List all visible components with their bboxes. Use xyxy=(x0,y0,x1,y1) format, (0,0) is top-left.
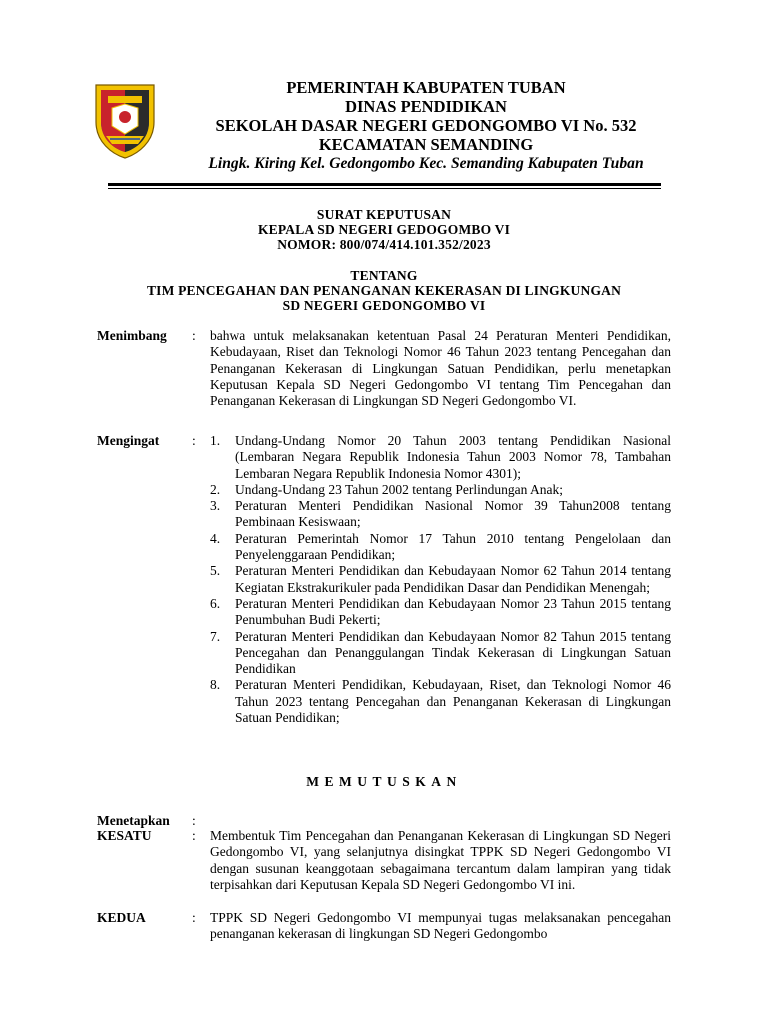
menimbang-colon: : xyxy=(192,328,196,343)
list-item-number: 8. xyxy=(210,677,221,693)
list-item xyxy=(210,433,671,482)
decree-issuer: KEPALA SD NEGERI GEDOGOMBO VI xyxy=(257,222,511,237)
list-item-text: Peraturan Pemerintah Nomor 17 Tahun 2010 tentang Pengelolaan dan Penyelenggaraan Pendidikan; xyxy=(235,530,671,563)
decree-title: SURAT KEPUTUSAN xyxy=(316,207,452,222)
letterhead-department: DINAS PENDIDIKAN xyxy=(345,97,507,116)
list-item-number: 1. xyxy=(210,433,221,448)
letterhead-divider-thin xyxy=(108,188,661,189)
list-item-text: Peraturan Menteri Pendidikan dan Kebudayaan Nomor 23 Tahun 2015 tentang Penumbuhan Budi Pekerti; xyxy=(235,595,671,628)
mengingat-colon: : xyxy=(192,433,196,448)
list-item xyxy=(210,531,671,564)
list-item-text: Peraturan Menteri Pendidikan dan Kebudayaan Nomor 62 Tahun 2014 tentang Kegiatan Ekstrakurikuler pada Pendidikan Dasar dan Pendidikan Menengah; xyxy=(235,563,671,595)
decree-subject-line1: TIM PENCEGAHAN DAN PENANGANAN KEKERASAN DI LINGKUNGAN xyxy=(146,283,622,298)
list-item-text: Undang-Undang Nomor 20 Tahun 2003 tentang Pendidikan Nasional (Lembaran Negara Republik Indonesia Tahun 2003 Nomor 78, Tambahan Lembaran Negara Republik Indonesia Nomor 4301); xyxy=(235,433,671,481)
list-item xyxy=(210,677,671,726)
list-item-text: Undang-Undang 23 Tahun 2002 tentang Perlindungan Anak; xyxy=(235,481,564,497)
menimbang-text: bahwa untuk melaksanakan ketentuan Pasal 24 Peraturan Menteri Pendidikan, Kebudayaan, Riset dan Teknologi Nomor 46 Tahun 2023 tentang Pencegahan dan Penanganan Kekerasan di Lingkungan Satuan Pendidikan, perlu menetapkan Keputusan Kepala SD Negeri Gedongombo VI tentang Tim Pencegahan dan Penanganan Kekerasan di Lingkungan SD Negeri Gedongombo VI. xyxy=(210,328,671,409)
menimbang-label: Menimbang xyxy=(97,328,167,343)
list-item xyxy=(210,498,671,531)
letterhead-school: SEKOLAH DASAR NEGERI GEDONGOMBO VI No. 532 xyxy=(215,116,637,135)
kesatu-text: Membentuk Tim Pencegahan dan Penanganan Kekerasan di Lingkungan SD Negeri Gedongombo VI, yang selanjutnya disingkat TPPK SD Negeri Gedongombo VI dengan susunan keanggotaan sebagaimana tercantum dalam lampiran yang tidak terpisahkan dari Keputusan Kepala SD Negeri Gedongombo VI ini. xyxy=(210,828,671,892)
memutuskan-heading: MEMUTUSKAN xyxy=(306,774,462,789)
list-item-text: Peraturan Menteri Pendidikan dan Kebudayaan Nomor 82 Tahun 2015 tentang Pencegahan dan Penanggulangan Tindak Kekerasan di Lingkungan Satuan Pendidikan xyxy=(235,628,671,677)
kedua-label: KEDUA xyxy=(97,910,146,925)
kedua-colon: : xyxy=(192,910,196,925)
kesatu-label: KESATU xyxy=(97,828,152,843)
list-item-number: 4. xyxy=(210,530,221,546)
list-item xyxy=(210,563,671,596)
decree-number: NOMOR: 800/074/414.101.352/2023 xyxy=(277,237,491,252)
letterhead-district: KECAMATAN SEMANDING xyxy=(318,135,534,154)
mengingat-label: Mengingat xyxy=(97,433,160,448)
list-item-number: 3. xyxy=(210,498,221,514)
mengingat-list xyxy=(210,433,671,726)
letterhead-government: PEMERINTAH KABUPATEN TUBAN xyxy=(286,78,566,97)
list-item xyxy=(210,629,671,678)
list-item xyxy=(210,482,671,498)
list-item-number: 5. xyxy=(210,563,221,579)
letterhead-address: Lingk. Kiring Kel. Gedongombo Kec. Semanding Kabupaten Tuban xyxy=(208,155,644,172)
menetapkan-colon: : xyxy=(192,813,196,828)
menetapkan-label: Menetapkan xyxy=(97,813,170,828)
kesatu-colon: : xyxy=(192,828,196,843)
decree-about-label: TENTANG xyxy=(350,268,418,283)
list-item xyxy=(210,596,671,629)
list-item-number: 2. xyxy=(210,481,221,497)
letterhead-divider-thick xyxy=(108,183,661,186)
decree-subject-line2: SD NEGERI GEDONGOMBO VI xyxy=(282,298,486,313)
kedua-text: TPPK SD Negeri Gedongombo VI mempunyai tugas melaksanakan pencegahan penanganan kekerasan di lingkungan SD Negeri Gedongombo xyxy=(210,910,671,942)
list-item-text: Peraturan Menteri Pendidikan, Kebudayaan, Riset, dan Teknologi Nomor 46 Tahun 2023 tentang Pencegahan dan Penanganan Kekerasan di Lingkungan Satuan Pendidikan; xyxy=(235,677,671,726)
list-item-number: 6. xyxy=(210,595,221,611)
regency-crest-logo xyxy=(92,82,158,160)
list-item-text: Peraturan Menteri Pendidikan Nasional Nomor 39 Tahun2008 tentang Pembinaan Kesiswaan; xyxy=(235,498,671,530)
list-item-number: 7. xyxy=(210,628,221,644)
